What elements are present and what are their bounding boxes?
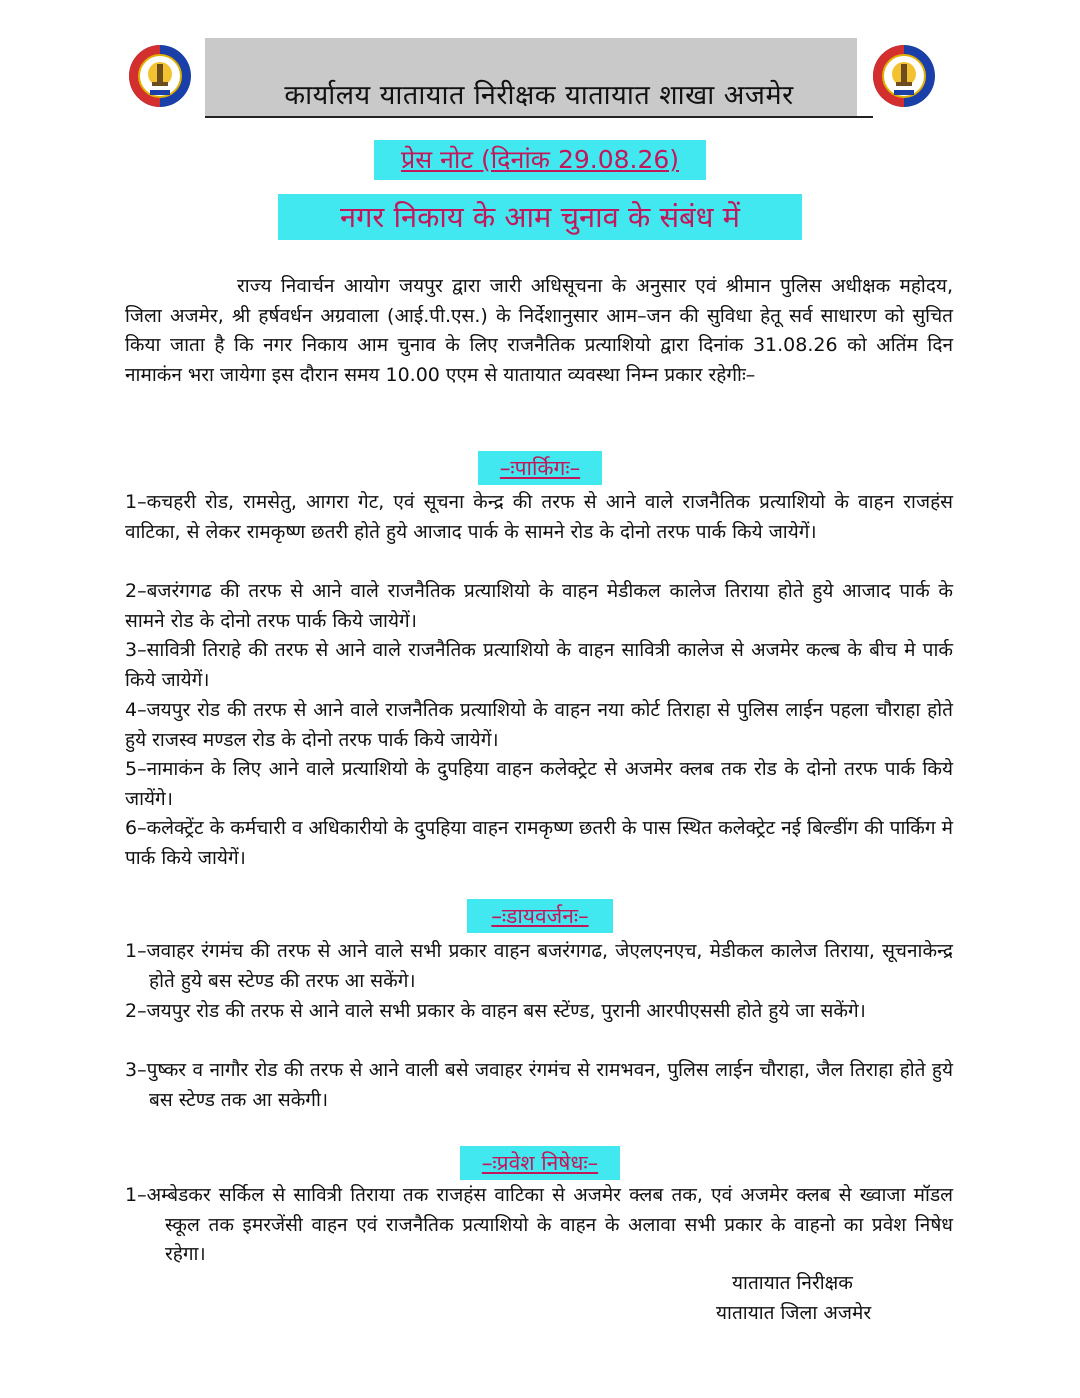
- parking-item: 2–बजरंगगढ की तरफ से आने वाले राजनैतिक प्रत्याशियो के वाहन मेडीकल कालेज तिराया होते हुये आजाद पार्क के सामने रोड के दोनो तरफ पार्क किये जायेगें।: [125, 580, 953, 632]
- subject-heading: नगर निकाय के आम चुनाव के संबंध में: [278, 194, 802, 240]
- intro-paragraph: राज्य निवार्चन आयोग जयपुर द्वारा जारी अधिसूचना के अनुसार एवं श्रीमान पुलिस अधीक्षक महोदय, जिला अजमेर, श्री हर्षवर्धन अग्रवाला (आई.पी.एस.) के निर्देशानुसार आम–जन की सुविधा हेतू सर्व साधारण को सुचित किया जाता है कि नगर निकाय आम चुनाव के लिए राजनैतिक प्रत्याशियो द्वारा दिनांक 31.08.26 को अतिंम दिन नामाकंन भरा जायेगा इस दौरान समय 10.00 एएम से यातायात व्यवस्था निम्न प्रकार रहेगीः–: [125, 275, 953, 386]
- parking-item: 3–सावित्री तिराहे की तरफ से आने वाले राजनैतिक प्रत्याशियो के वाहन सावित्री कालेज से अजमेर कल्ब के बीच मे पार्क किये जायेगें।: [125, 639, 953, 691]
- rajasthan-police-emblem-icon: [872, 44, 936, 108]
- diversion-item: 1–जवाहर रंगमंच की तरफ से आने वाले सभी प्रकार वाहन बजरंगगढ, जेएलएनएच, मेडीकल कालेज तिराया, सूचनाकेन्द्र होते हुये बस स्टेण्ड की तरफ आ सकेंगे।: [125, 940, 953, 992]
- diversion-item: 3–पुष्कर व नागौर रोड की तरफ से आने वाली बसे जवाहर रंगमंच से रामभवन, पुलिस लाईन चौराहा, जैल तिराहा होते हुये बस स्टेण्ड तक आ सकेगी।: [125, 1059, 953, 1111]
- parking-item: 1–कचहरी रोड, रामसेतु, आगरा गेट, एवं सूचना केन्द्र की तरफ से आने वाले राजनैतिक प्रत्याशियो के वाहन राजहंस वाटिका, से लेकर रामकृष्ण छतरी होते हुये आजाद पार्क के सामने रोड के दोनो तरफ पार्क किये जायेगें।: [125, 491, 953, 543]
- signature-designation: यातायात निरीक्षक: [732, 1272, 853, 1294]
- parking-item: 6–कलेक्ट्रेंट के कर्मचारी व अधिकारीयो के दुपहिया वाहन रामकृष्ण छतरी के पास स्थित कलेक्ट्रेट नई बिल्डींग की पार्किग मे पार्क किये जायेगें।: [125, 817, 953, 869]
- diversion-heading: –ःडायवर्जनः–: [467, 899, 613, 933]
- rajasthan-police-emblem-icon: [128, 44, 192, 108]
- entry-prohibited-item: 1–अम्बेडकर सर्किल से सावित्री तिराया तक राजहंस वाटिका से अजमेर क्लब तक, एवं अजमेर क्लब से ख्वाजा मॉडल स्कूल तक इमरजेंसी वाहन एवं राजनैतिक प्रत्याशियो के वाहन के अलावा सभी प्रकार के वाहनो का प्रवेश निषेध रहेगा।: [125, 1184, 953, 1266]
- signature-office: यातायात जिला अजमेर: [716, 1302, 872, 1324]
- parking-item: 4–जयपुर रोड की तरफ से आने वाले राजनैतिक प्रत्याशियो के वाहन नया कोर्ट तिराहा से पुलिस लाईन पहला चौराहा होते हुये राजस्व मण्डल रोड के दोनो तरफ पार्क किये जायेगें।: [125, 699, 953, 751]
- parking-heading: –ःपार्किगः–: [478, 451, 602, 485]
- press-note-date: प्रेस नोट (दिनांक 29.08.26): [374, 140, 706, 180]
- office-title: कार्यालय यातायात निरीक्षक यातायात शाखा अजमेर: [205, 78, 873, 118]
- diversion-item: 2–जयपुर रोड की तरफ से आने वाले सभी प्रकार के वाहन बस स्टेंण्ड, पुरानी आरपीएससी होते हुये जा सकेंगे।: [125, 1000, 866, 1022]
- parking-item: 5–नामाकंन के लिए आने वाले प्रत्याशियो के दुपहिया वाहन कलेक्ट्रेट से अजमेर क्लब तक रोड के दोनो तरफ पार्क किये जायेंगे।: [125, 758, 953, 810]
- entry-prohibited-heading: –ःप्रवेश निषेधः–: [460, 1146, 620, 1180]
